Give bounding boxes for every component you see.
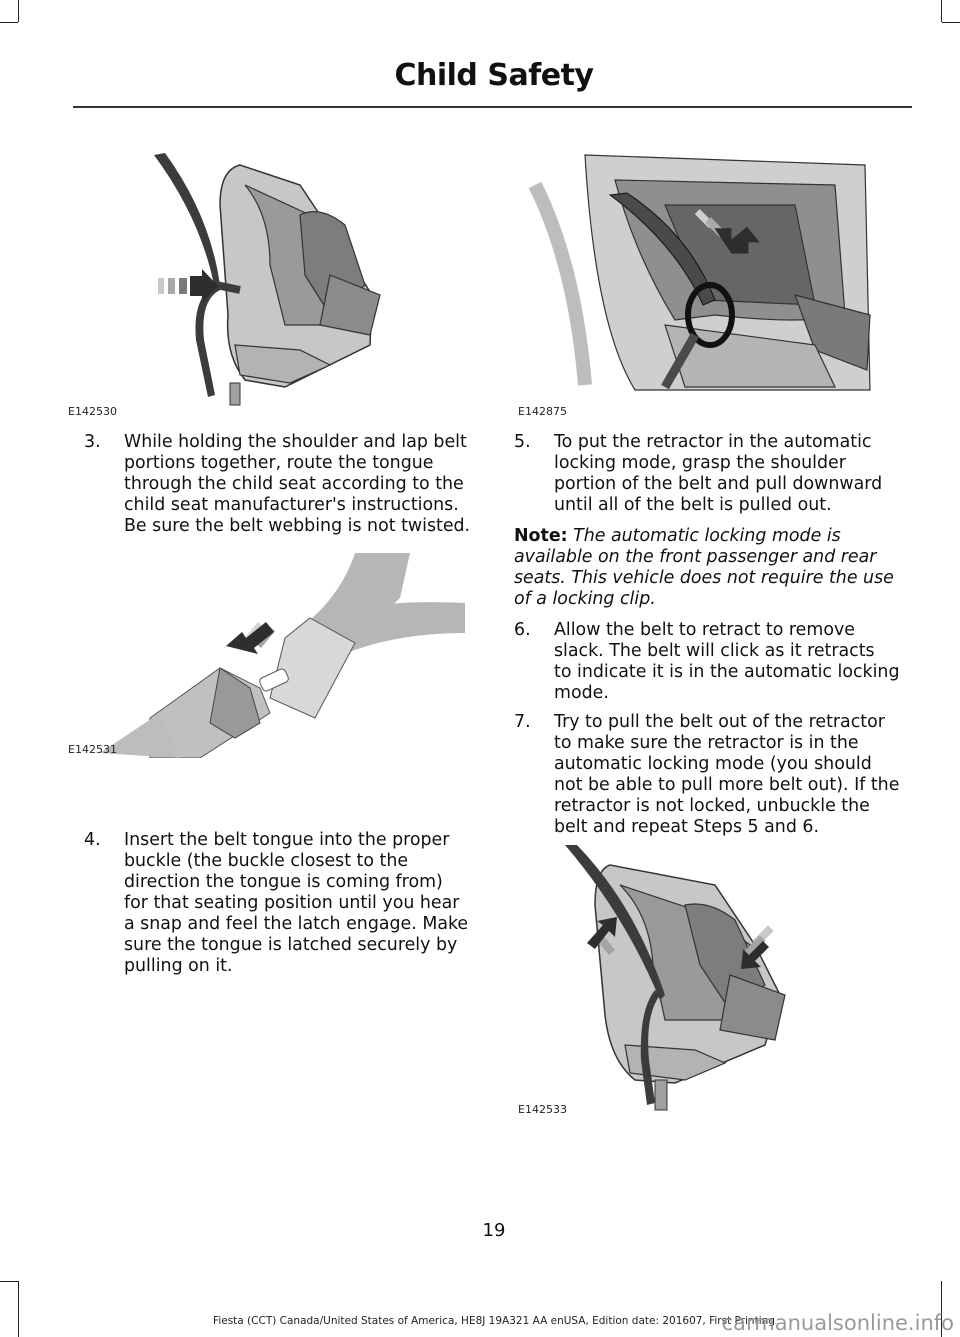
figure-id: E142875 bbox=[518, 405, 567, 418]
figure-retractor-pull bbox=[515, 125, 915, 420]
step-3 bbox=[84, 432, 484, 542]
note-label: Note: bbox=[514, 526, 568, 546]
step-4 bbox=[84, 830, 484, 980]
crop-mark bbox=[18, 0, 19, 22]
step-number: 7. bbox=[514, 712, 531, 732]
crop-mark bbox=[941, 0, 942, 22]
step-text: To put the retractor in the automatic locking mode, grasp the shoulder portion of the belt and pull downward until all of the belt is pulled out. bbox=[554, 432, 883, 515]
step-number: 3. bbox=[84, 432, 101, 452]
step-number: 5. bbox=[514, 432, 531, 452]
crop-mark bbox=[0, 22, 18, 23]
figure-id: E142530 bbox=[68, 405, 117, 418]
crop-mark bbox=[18, 1281, 19, 1337]
step-text: Try to pull the belt out of the retractor to make sure the retractor is in the automatic locking mode (you should not be able to pull more belt out). If the retractor is not locked, unbuckle the belt and repeat Steps 5 and 6. bbox=[554, 712, 900, 837]
step-5 bbox=[514, 432, 914, 520]
step-6 bbox=[514, 620, 914, 708]
crop-mark bbox=[0, 1281, 18, 1282]
title-rule bbox=[73, 106, 912, 108]
figure-id: E142533 bbox=[518, 1103, 567, 1116]
step-text: While holding the shoulder and lap belt portions together, route the tongue through the child seat according to the child seat manufacturer's instructions. Be sure the belt webbing is not twisted. bbox=[124, 432, 471, 536]
step-number: 4. bbox=[84, 830, 101, 850]
note: Note: The automatic locking mode is available on the front passenger and rear seats. This vehicle does not require the use of a locking clip. bbox=[514, 526, 894, 609]
footer-edition: Fiesta (CCT) Canada/United States of America, HE8J 19A321 AA enUSA, Edition date: 201607, First Printing bbox=[213, 1315, 775, 1327]
step-text: Allow the belt to retract to remove slack. The belt will click as it retracts to indicate it is in the automatic locking mode. bbox=[554, 620, 900, 703]
page-number: 19 bbox=[482, 1220, 506, 1241]
figure-id: E142531 bbox=[68, 743, 117, 756]
crop-mark bbox=[942, 22, 960, 23]
step-text: Insert the belt tongue into the proper buckle (the buckle closest to the direction the tongue is coming from) for that seating position until you hear a snap and feel the latch engage. Make sure the tongue is latched securely by pulling on it. bbox=[124, 830, 469, 976]
step-number: 6. bbox=[514, 620, 531, 640]
watermark: carmanualsonline.info bbox=[721, 1311, 954, 1335]
figure-buckle-insert bbox=[70, 548, 470, 758]
figure-child-seat-belt-route bbox=[70, 125, 470, 420]
figure-retractor-check bbox=[515, 845, 915, 1125]
page-title: Child Safety bbox=[394, 58, 594, 93]
step-7 bbox=[514, 712, 914, 842]
